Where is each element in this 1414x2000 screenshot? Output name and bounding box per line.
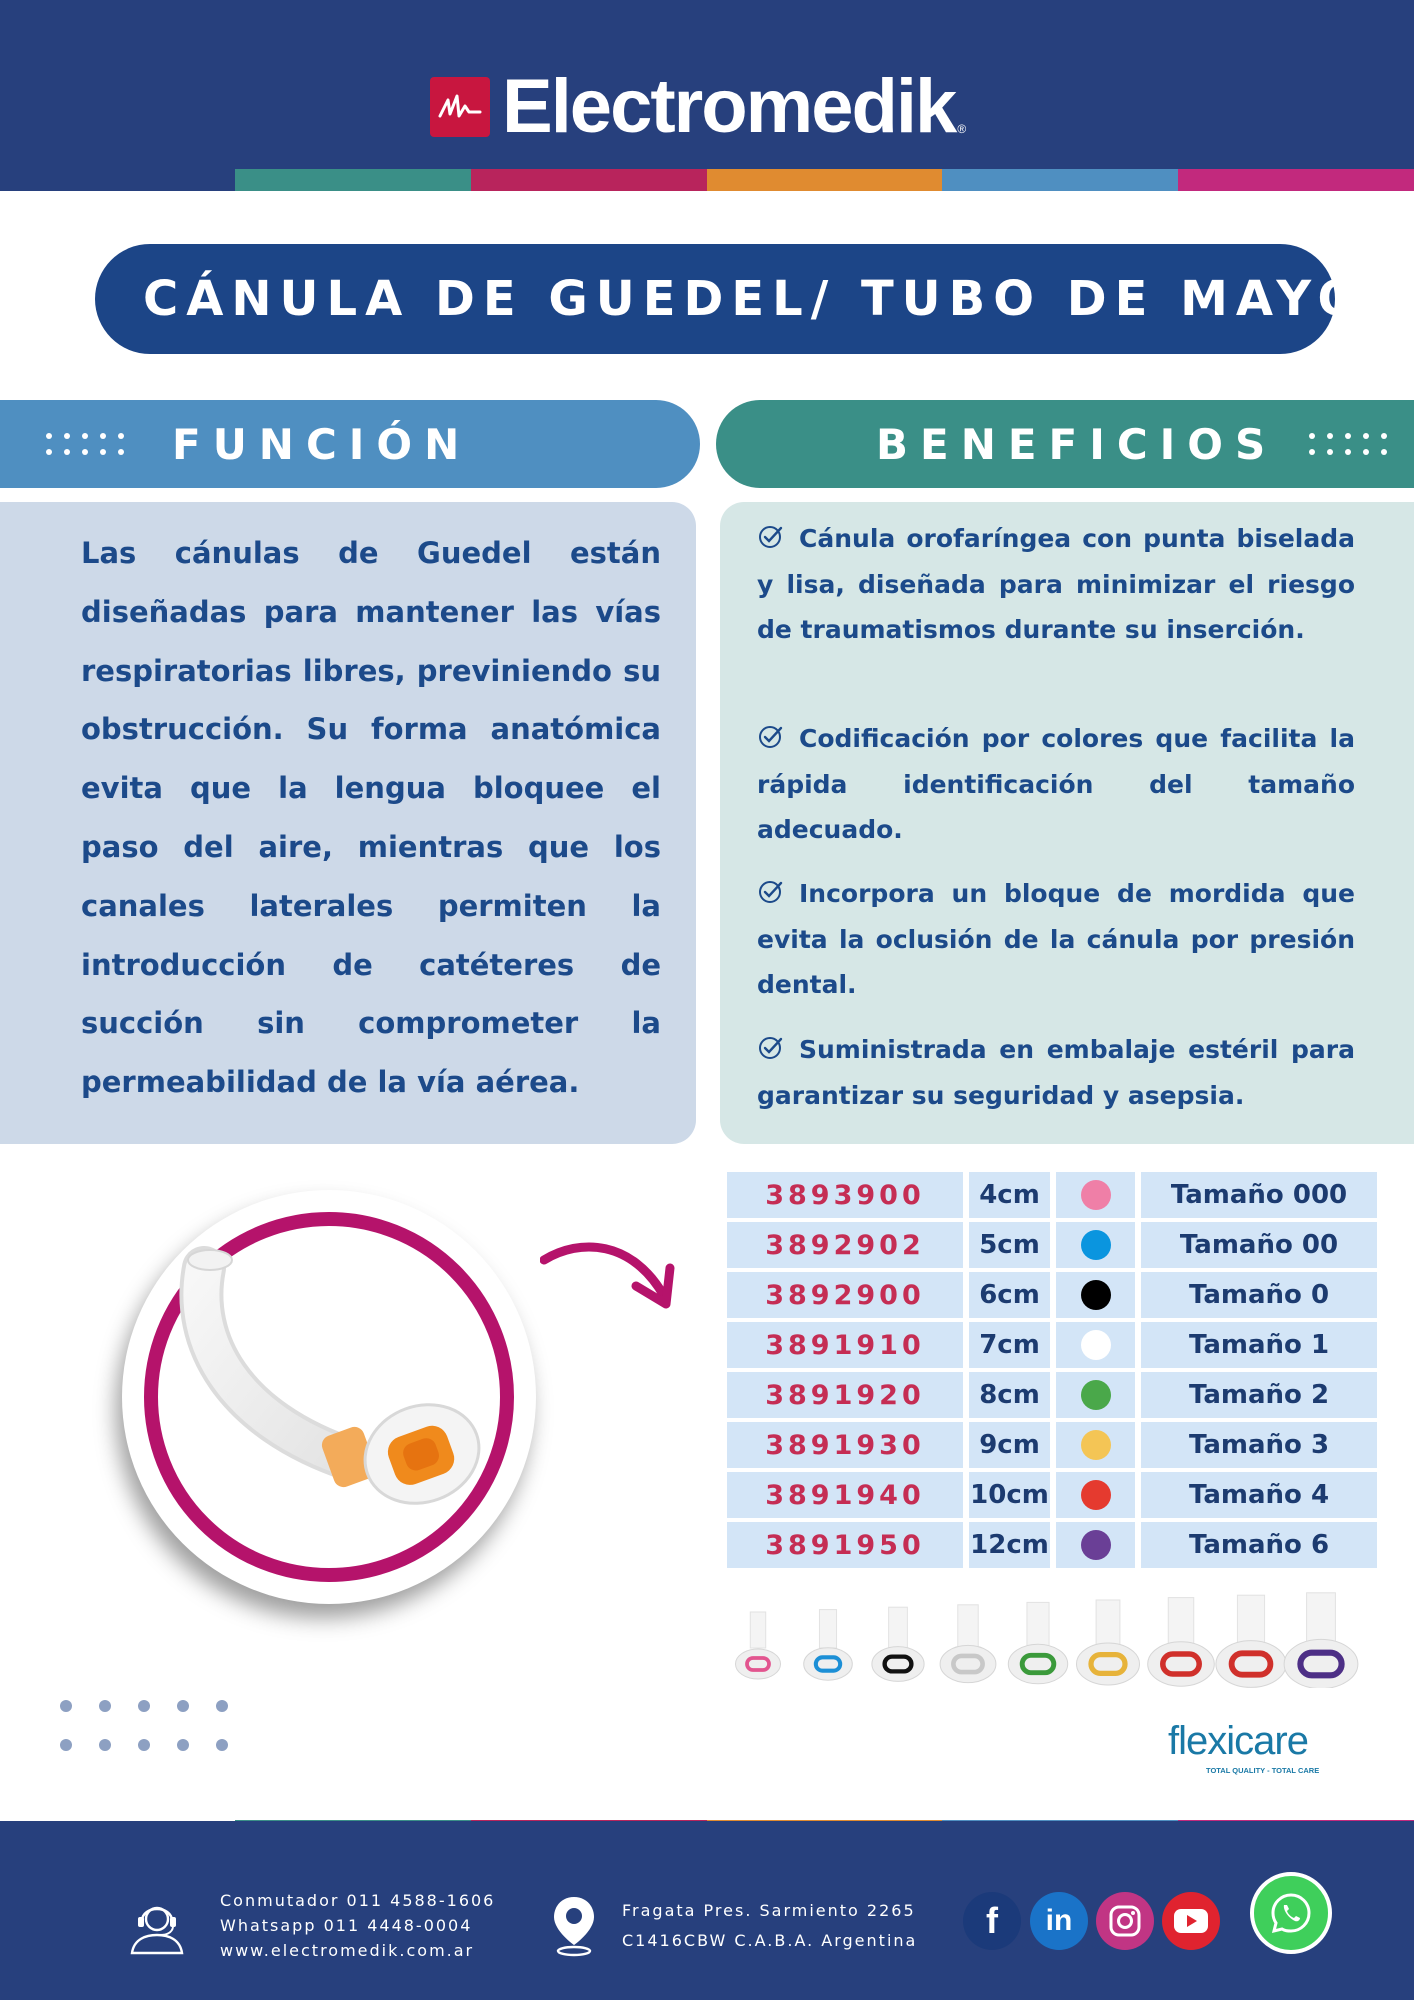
color-swatch <box>1081 1180 1111 1210</box>
length-value: 4cm <box>969 1172 1050 1218</box>
length-value: 5cm <box>969 1222 1050 1268</box>
length-value: 8cm <box>969 1372 1050 1418</box>
color-swatch <box>1081 1430 1111 1460</box>
electromedik-logo-mark-icon <box>430 77 490 137</box>
benefit-text: Incorpora un bloque de mordida que evita la oclusión de la cánula por presión dental. <box>757 879 1355 999</box>
instagram-icon[interactable] <box>1096 1892 1154 1950</box>
stripe-segment <box>1178 169 1414 191</box>
size-label: Tamaño 00 <box>1141 1222 1377 1268</box>
beneficios-label: BENEFICIOS <box>876 419 1278 469</box>
size-label: Tamaño 3 <box>1141 1422 1377 1468</box>
stripe-segment <box>942 169 1178 191</box>
stripe-segment <box>471 169 707 191</box>
color-cell <box>1056 1172 1135 1218</box>
product-image-frame <box>122 1190 536 1604</box>
size-label: Tamaño 4 <box>1141 1472 1377 1518</box>
size-label: Tamaño 0 <box>1141 1272 1377 1318</box>
benefit-item <box>757 516 1355 653</box>
check-circle-icon <box>757 523 785 551</box>
flexicare-name: flexicare <box>1168 1719 1308 1763</box>
length-value: 6cm <box>969 1272 1050 1318</box>
color-cell <box>1056 1272 1135 1318</box>
stripe-segment <box>707 169 943 191</box>
funcion-header <box>0 400 700 488</box>
size-label: Tamaño 1 <box>1141 1322 1377 1368</box>
dots-decoration <box>60 1700 228 1751</box>
check-circle-icon <box>757 723 785 751</box>
airway-size-item <box>1077 1600 1140 1685</box>
brand-name: Electromedik <box>502 64 956 149</box>
title-banner <box>95 244 1367 354</box>
size-label: Tamaño 2 <box>1141 1372 1377 1418</box>
benefit-text: Suministrada en embalaje estéril para garantizar su seguridad y asepsia. <box>757 1035 1355 1110</box>
beneficios-header <box>716 400 1414 488</box>
airway-size-item <box>1008 1602 1067 1683</box>
product-code: 3892900 <box>727 1272 963 1318</box>
color-swatch <box>1081 1280 1111 1310</box>
check-circle-icon <box>757 878 785 906</box>
website-link[interactable]: www.electromedik.com.ar <box>220 1941 475 1960</box>
dots-decoration <box>46 433 124 455</box>
location-pin-icon <box>550 1893 598 1957</box>
color-swatch <box>1081 1330 1111 1360</box>
product-code: 3891920 <box>727 1372 963 1418</box>
linkedin-icon[interactable]: in <box>1030 1892 1088 1950</box>
color-swatch <box>1081 1380 1111 1410</box>
color-cell <box>1056 1422 1135 1468</box>
facebook-icon[interactable]: f <box>963 1892 1021 1950</box>
benefit-item <box>757 716 1355 853</box>
color-swatch <box>1081 1480 1111 1510</box>
whatsapp-icon[interactable] <box>1250 1872 1332 1954</box>
color-cell <box>1056 1522 1135 1568</box>
footer-address <box>622 1896 917 1956</box>
color-cell <box>1056 1472 1135 1518</box>
whatsapp-line: Whatsapp 011 4448-0004 <box>220 1916 473 1935</box>
youtube-icon[interactable] <box>1162 1892 1220 1950</box>
color-swatch <box>1081 1230 1111 1260</box>
flexicare-tagline: TOTAL QUALITY - TOTAL CARE <box>1206 1766 1320 1775</box>
color-cell <box>1056 1222 1135 1268</box>
stripe-segment <box>235 169 471 191</box>
airway-size-item <box>872 1607 924 1681</box>
product-code: 3893900 <box>727 1172 963 1218</box>
benefit-text: Cánula orofaríngea con punta biselada y lisa, diseñada para minimizar el riesgo de traumatismos durante su inserción. <box>757 524 1355 644</box>
airway-size-item <box>1216 1595 1286 1687</box>
benefit-item <box>757 1027 1355 1118</box>
electromedik-logo <box>430 62 966 152</box>
guedel-airway-image <box>122 1190 536 1604</box>
registered-mark: ® <box>957 122 967 136</box>
funcion-description: Las cánulas de Guedel están diseñadas para mantener las vías respiratorias libres, previniendo su obstrucción. Su forma anatómica evita que la lengua bloquee el paso del aire, mientras que los canales laterales permiten la introducción de catéteres de succión sin comprometer la permeabilidad de la vía aérea. <box>81 536 661 1100</box>
airway-size-item <box>804 1610 853 1681</box>
dots-decoration <box>1309 433 1387 455</box>
address-line-2: C1416CBW C.A.B.A. Argentina <box>622 1931 918 1950</box>
curved-arrow-icon <box>540 1240 680 1340</box>
product-code: 3891940 <box>727 1472 963 1518</box>
airway-sizes-image <box>730 1588 1360 1688</box>
headset-support-icon <box>126 1895 188 1957</box>
size-label: Tamaño 6 <box>1141 1522 1377 1568</box>
funcion-label: FUNCIÓN <box>172 419 472 469</box>
benefit-item <box>757 871 1355 1008</box>
airway-size-item <box>940 1605 996 1683</box>
color-cell <box>1056 1322 1135 1368</box>
airway-size-item <box>736 1612 781 1679</box>
check-circle-icon <box>757 1034 785 1062</box>
length-value: 12cm <box>969 1522 1050 1568</box>
product-code: 3891950 <box>727 1522 963 1568</box>
address-line-1: Fragata Pres. Sarmiento 2265 <box>622 1901 916 1920</box>
header-color-stripe <box>235 169 1414 191</box>
benefit-text: Codificación por colores que facilita la rápida identificación del tamaño adecuado. <box>757 724 1355 844</box>
product-code: 3891930 <box>727 1422 963 1468</box>
color-swatch <box>1081 1530 1111 1560</box>
airway-size-item <box>1148 1598 1215 1687</box>
length-value: 9cm <box>969 1422 1050 1468</box>
length-value: 7cm <box>969 1322 1050 1368</box>
size-label: Tamaño 000 <box>1141 1172 1377 1218</box>
flexicare-logo <box>1168 1716 1338 1782</box>
footer-contact <box>220 1888 495 1963</box>
page-title: CÁNULA DE GUEDEL/ TUBO DE MAYO <box>143 271 1367 327</box>
product-code: 3891910 <box>727 1322 963 1368</box>
length-value: 10cm <box>969 1472 1050 1518</box>
product-code: 3892902 <box>727 1222 963 1268</box>
phone-line: Conmutador 011 4588-1606 <box>220 1891 496 1910</box>
airway-size-item <box>1284 1593 1358 1688</box>
color-cell <box>1056 1372 1135 1418</box>
